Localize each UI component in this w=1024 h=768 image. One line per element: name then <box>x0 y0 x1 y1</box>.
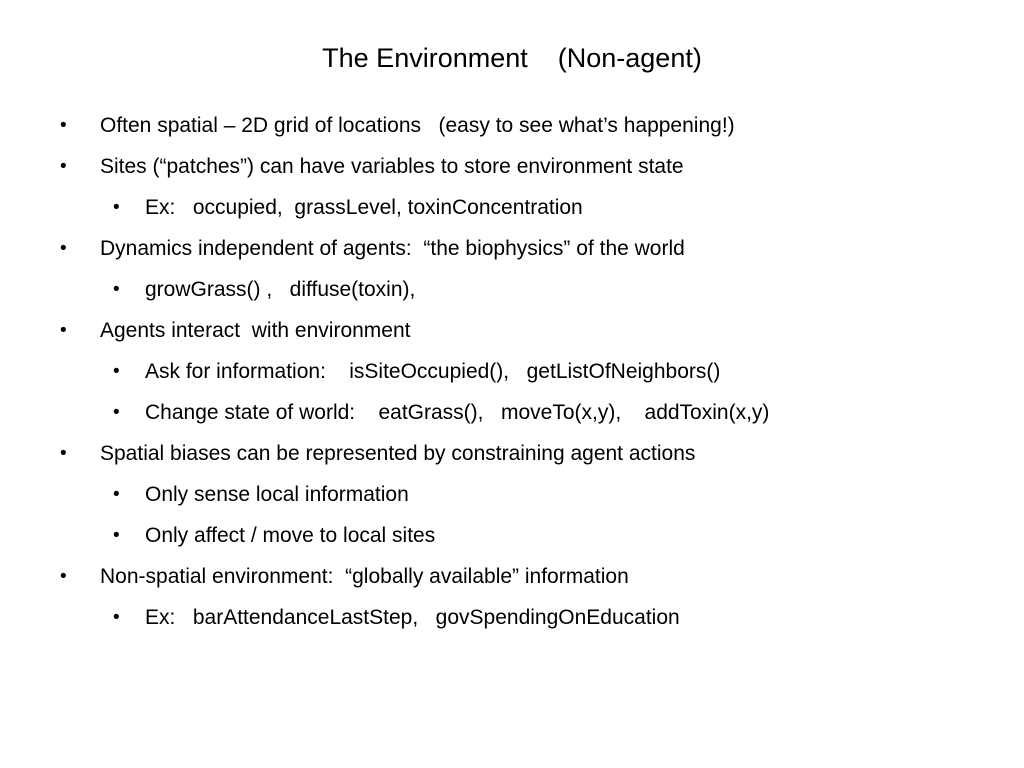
bullet-text: Often spatial – 2D grid of locations (easy to see what’s happening!) <box>100 114 735 137</box>
bullet-text: Ask for information: isSiteOccupied(), getListOfNeighbors() <box>145 360 721 383</box>
sub-bullet-item <box>0 392 1024 433</box>
bullet-text: Change state of world: eatGrass(), moveTo(x,y), addToxin(x,y) <box>145 401 770 424</box>
bullet-text: Ex: barAttendanceLastStep, govSpendingOnEducation <box>145 606 680 629</box>
bullet-text: Ex: occupied, grassLevel, toxinConcentration <box>145 196 583 219</box>
bullet-dot-icon: • <box>60 238 67 259</box>
bullet-text: Only affect / move to local sites <box>145 524 436 547</box>
bullet-dot-icon: • <box>60 443 67 464</box>
bullet-text: Non-spatial environment: “globally available” information <box>100 565 629 588</box>
bullet-item <box>0 556 1024 597</box>
bullet-item <box>0 228 1024 269</box>
bullet-dot-icon: • <box>60 115 67 136</box>
bullet-text: growGrass() , diffuse(toxin), <box>145 278 416 301</box>
sub-bullet-item <box>0 351 1024 392</box>
bullet-text: Sites (“patches”) can have variables to store environment state <box>100 155 684 178</box>
bullet-text: Spatial biases can be represented by constraining agent actions <box>100 442 696 465</box>
slide-title: The Environment (Non-agent) <box>322 43 702 73</box>
bullet-dot-icon: • <box>113 525 120 546</box>
sub-bullet-item <box>0 187 1024 228</box>
bullet-dot-icon: • <box>113 279 120 300</box>
bullet-text: Agents interact with environment <box>100 319 411 342</box>
bullet-text: Dynamics independent of agents: “the biophysics” of the world <box>100 237 685 260</box>
bullet-dot-icon: • <box>113 361 120 382</box>
bullet-item <box>0 105 1024 146</box>
bullet-item <box>0 146 1024 187</box>
bullet-dot-icon: • <box>113 402 120 423</box>
sub-bullet-item <box>0 515 1024 556</box>
bullet-dot-icon: • <box>60 156 67 177</box>
sub-bullet-item <box>0 269 1024 310</box>
bullet-item <box>0 433 1024 474</box>
bullet-dot-icon: • <box>113 484 120 505</box>
bullet-text: Only sense local information <box>145 483 409 506</box>
bullet-dot-icon: • <box>113 607 120 628</box>
bullet-dot-icon: • <box>60 566 67 587</box>
bullet-list <box>0 105 1024 638</box>
sub-bullet-item <box>0 474 1024 515</box>
bullet-dot-icon: • <box>113 197 120 218</box>
sub-bullet-item <box>0 597 1024 638</box>
bullet-item <box>0 310 1024 351</box>
bullet-dot-icon: • <box>60 320 67 341</box>
